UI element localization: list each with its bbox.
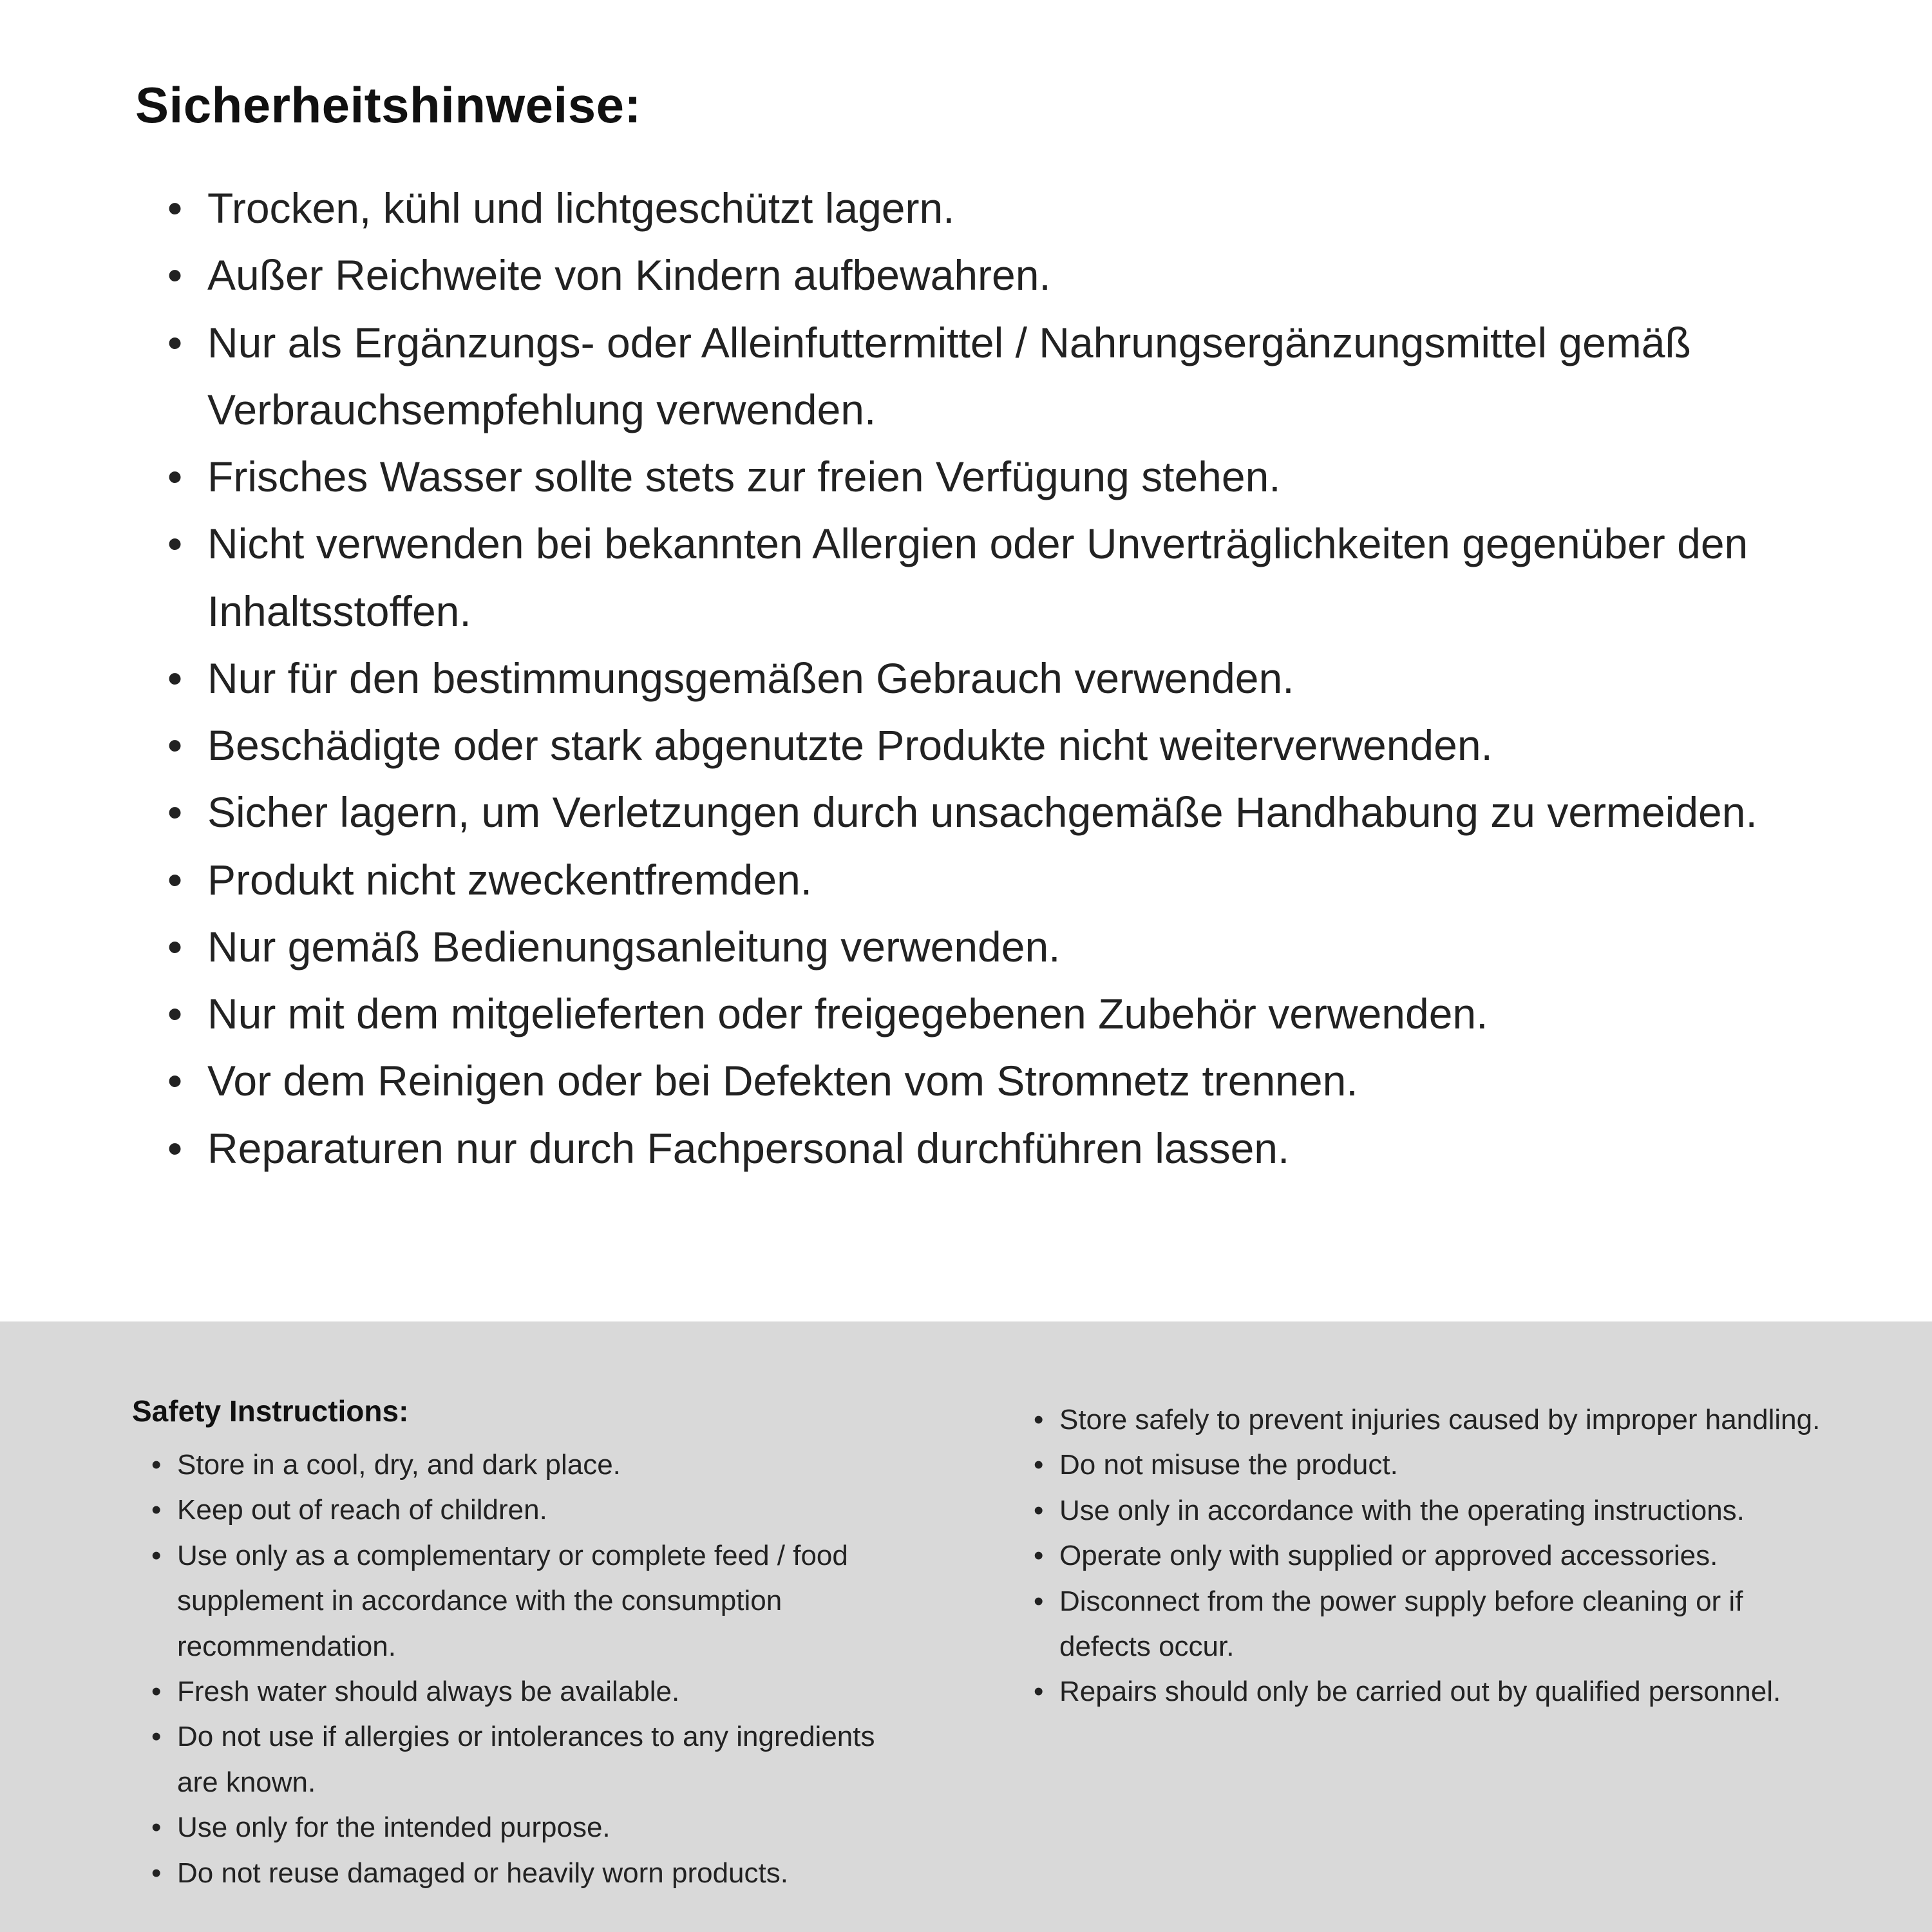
list-item: • Nur gemäß Bedienungsanleitung verwenden.	[135, 913, 1835, 980]
list-item: • Nur für den bestimmungsgemäßen Gebrauch verwenden.	[135, 645, 1835, 712]
list-item: • Vor dem Reinigen oder bei Defekten vom Stromnetz trennen.	[135, 1047, 1835, 1114]
list-item: • Do not reuse damaged or heavily worn products.	[151, 1851, 882, 1896]
list-item: • Reparaturen nur durch Fachpersonal durchführen lassen.	[135, 1115, 1835, 1182]
list-item: • Beschädigte oder stark abgenutzte Produkte nicht weiterverwenden.	[135, 712, 1835, 779]
list-item: • Fresh water should always be available.	[151, 1669, 882, 1714]
list-item: • Use only for the intended purpose.	[151, 1805, 882, 1850]
list-item: • Produkt nicht zweckentfremden.	[135, 846, 1835, 913]
list-item: • Store in a cool, dry, and dark place.	[151, 1443, 882, 1488]
list-item: • Use only as a complementary or complete feed / food supplement in accordance with the consumption recommendation.	[151, 1533, 882, 1669]
list-item: • Nur mit dem mitgelieferten oder freigegebenen Zubehör verwenden.	[135, 980, 1835, 1047]
list-item: • Nur als Ergänzungs- oder Alleinfuttermittel / Nahrungsergänzungsmittel gemäß Verbrauchsempfehlung verwenden.	[135, 309, 1835, 444]
english-right-column	[1034, 1394, 1826, 1932]
list-item: • Nicht verwenden bei bekannten Allergien oder Unverträglichkeiten gegenüber den Inhaltsstoffen.	[135, 510, 1835, 645]
english-safety-list-right	[1034, 1397, 1826, 1715]
list-item: • Operate only with supplied or approved accessories.	[1034, 1533, 1826, 1578]
german-safety-list	[135, 175, 1835, 1182]
english-left-column	[132, 1394, 882, 1932]
list-item: • Außer Reichweite von Kindern aufbewahren.	[135, 242, 1835, 308]
list-item: • Repairs should only be carried out by qualified personnel.	[1034, 1669, 1826, 1714]
english-section	[0, 1321, 1932, 1932]
list-item: • Trocken, kühl und lichtgeschützt lagern.	[135, 175, 1835, 242]
german-heading: Sicherheitshinweise:	[135, 77, 641, 133]
list-item: • Store safely to prevent injuries caused by improper handling.	[1034, 1397, 1826, 1443]
list-item: • Do not misuse the product.	[1034, 1443, 1826, 1488]
list-item: • Use only in accordance with the operating instructions.	[1034, 1488, 1826, 1533]
list-item: • Disconnect from the power supply before cleaning or if defects occur.	[1034, 1579, 1826, 1670]
list-item: • Frisches Wasser sollte stets zur freien Verfügung stehen.	[135, 443, 1835, 510]
list-item: • Keep out of reach of children.	[151, 1488, 882, 1533]
list-item: • Do not use if allergies or intolerances to any ingredients are known.	[151, 1714, 882, 1805]
english-safety-list-left	[151, 1443, 882, 1896]
list-item: • Sicher lagern, um Verletzungen durch unsachgemäße Handhabung zu vermeiden.	[135, 779, 1835, 846]
english-heading: Safety Instructions:	[132, 1394, 409, 1428]
